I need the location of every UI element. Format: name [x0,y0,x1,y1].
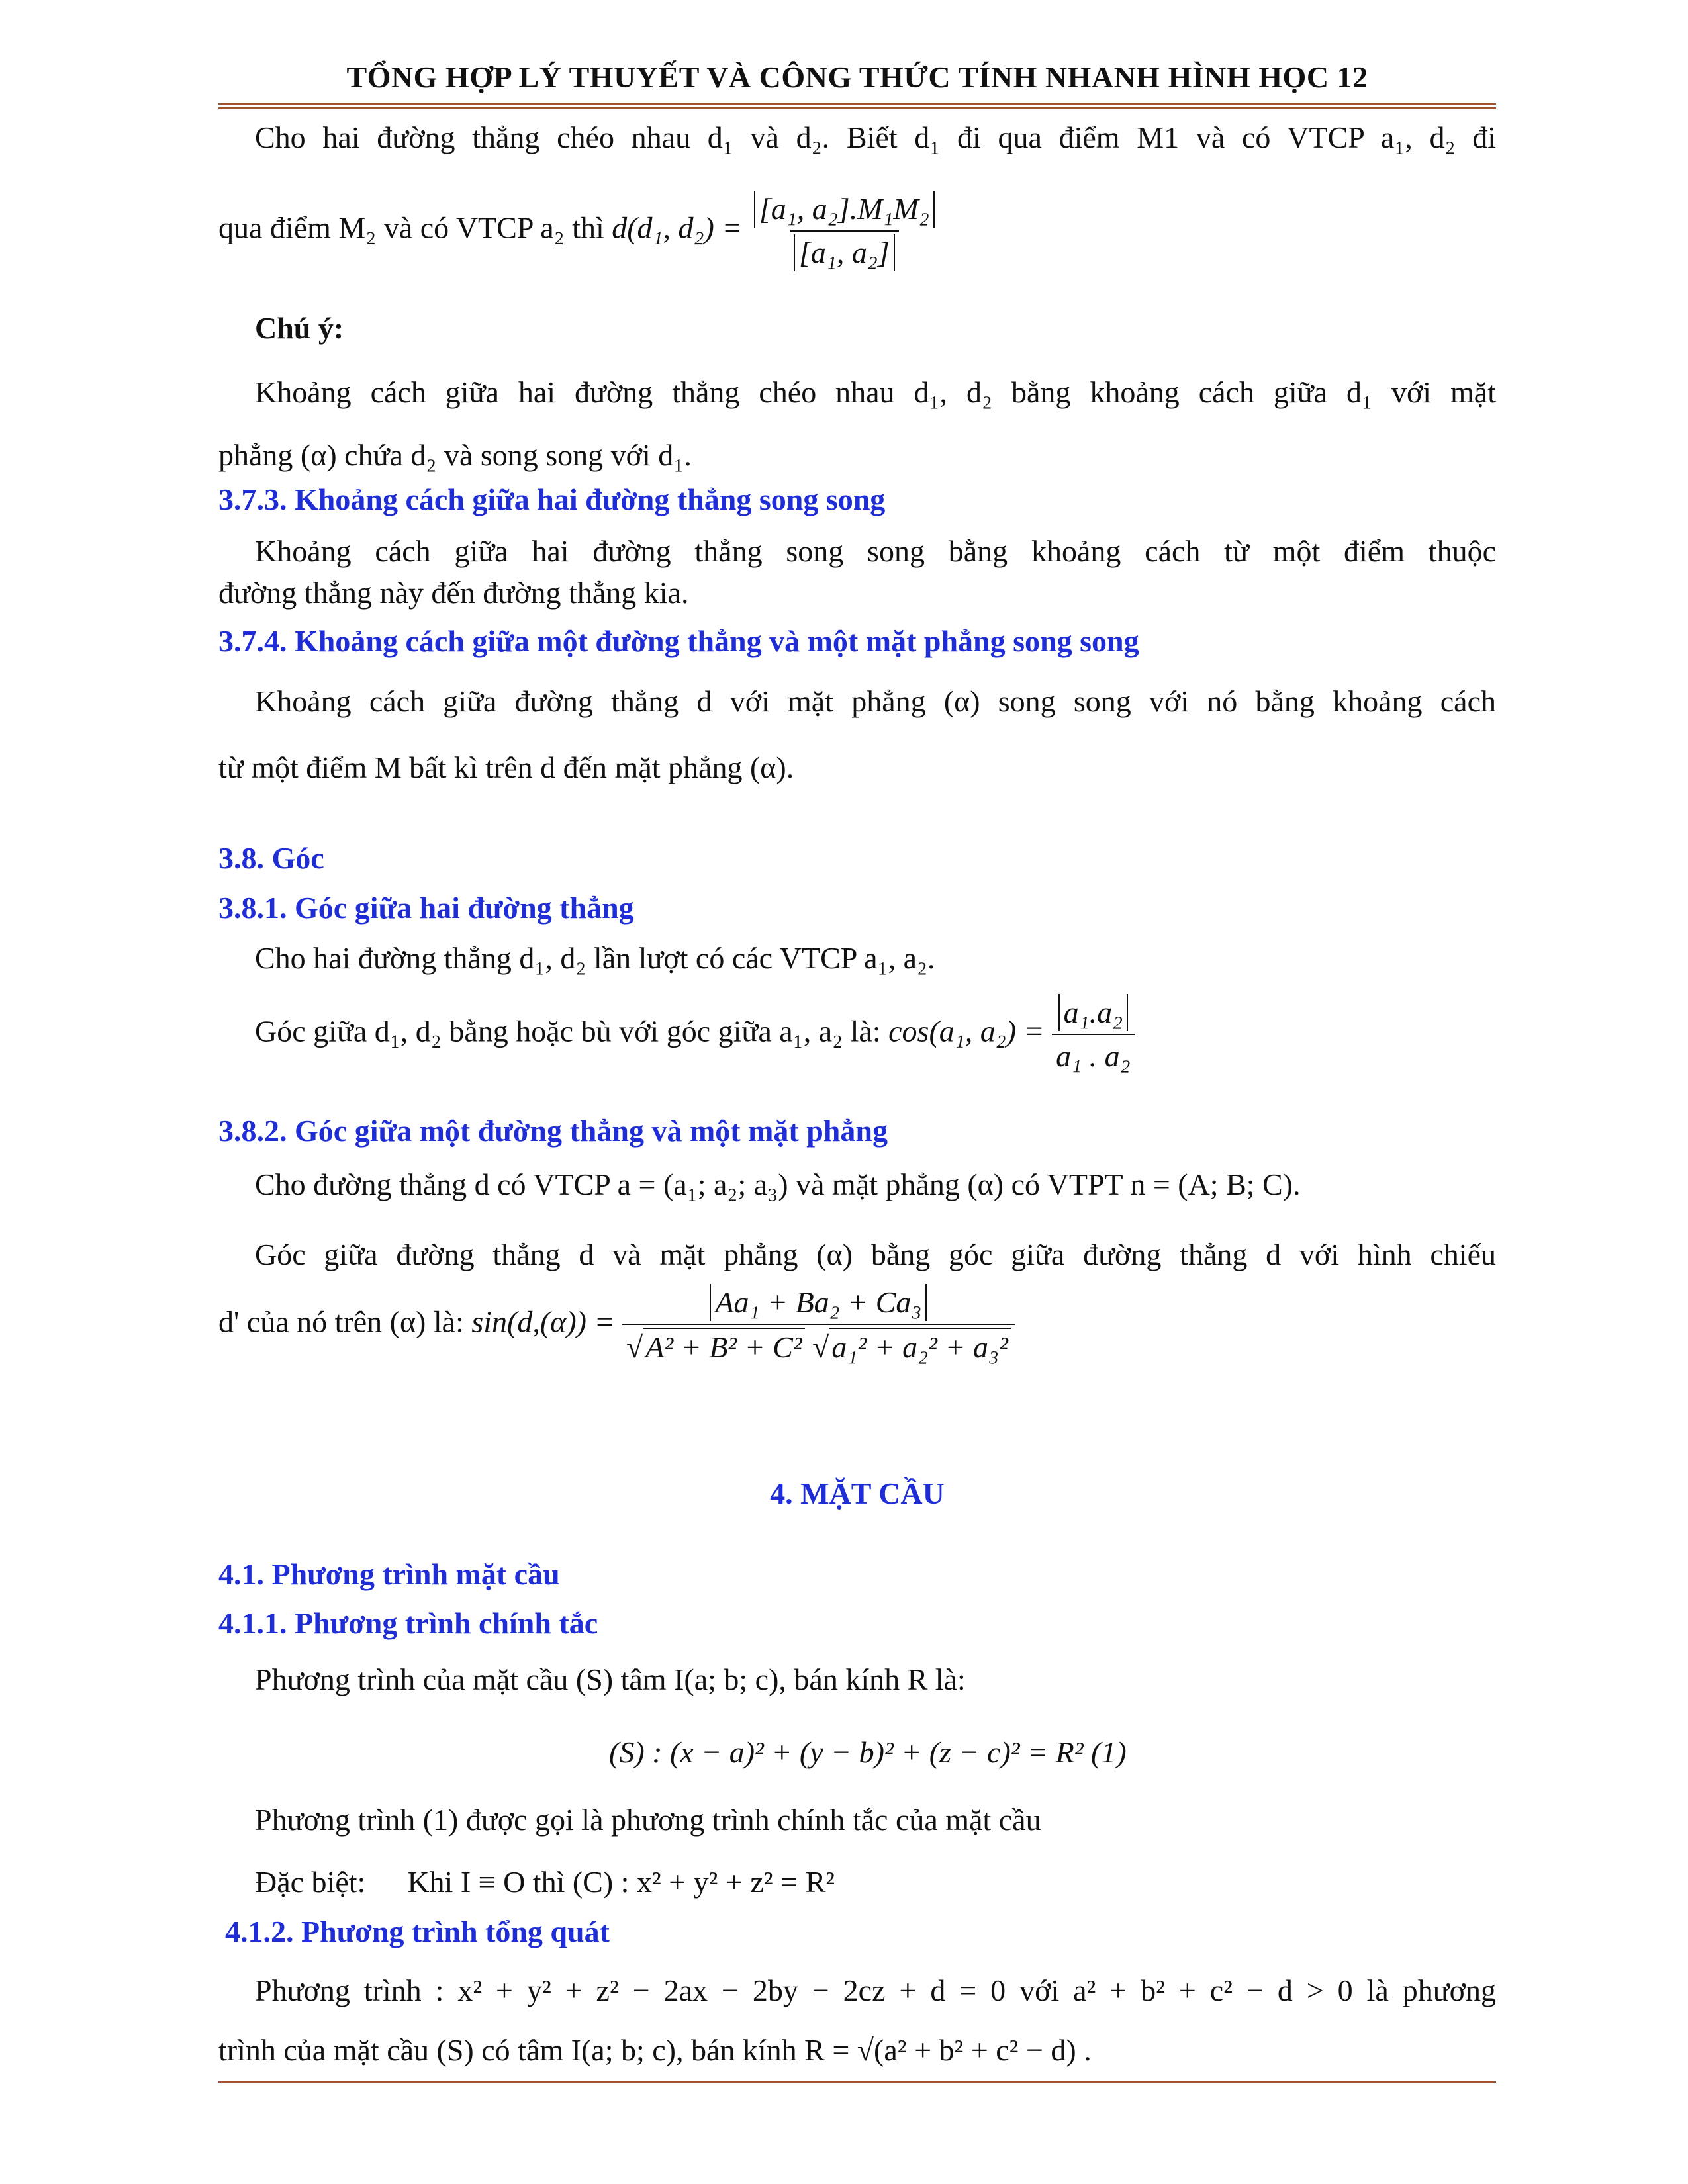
sin-formula-lhs: sin(d,(α)) = [471,1304,615,1339]
s374-line2: từ một điểm M bất kì trên d đến mặt phẳng (α). [218,751,794,784]
note-line2: phẳng (α) chứa d₂ và song song với d₁. [218,438,692,472]
s374-line1: Khoảng cách giữa đường thẳng d với mặt phẳng (α) song song với nó bằng khoảng cách [255,684,1496,718]
s382-formula-row [218,1284,1015,1366]
s411-line2: Phương trình (1) được gọi là phương trình chính tắc của mặt cầu [255,1803,1041,1837]
heading-4-1: 4.1. Phương trình mặt cầu [218,1557,560,1591]
sin-denominator-root2: a₁² + a₂² + a₃² [829,1328,1010,1366]
heading-3-8: 3.8. Góc [218,841,324,875]
footer-divider [218,2081,1496,2083]
s381-line2: Góc giữa d₁, d₂ bằng hoặc bù với góc giữa a₁, a₂ là: [255,1014,881,1048]
cos-denominator: a₁ . a₂ [1056,1039,1131,1073]
s373-line1: Khoảng cách giữa hai đường thẳng song song bằng khoảng cách từ một điểm thuộc [255,534,1496,568]
s412-line1: Phương trình : x² + y² + z² − 2ax − 2by − 2cz + d = 0 với a² + b² + c² − d > 0 là phương [255,1974,1496,2007]
skew-distance-fraction [750,191,939,271]
s382-line2: Góc giữa đường thẳng d và mặt phẳng (α) bằng góc giữa đường thẳng d với hình chiếu [255,1238,1496,1271]
skew-lines-line1: Cho hai đường thẳng chéo nhau d₁ và d₂. Biết d₁ đi qua điểm M1 và có VTCP a₁, d₂ đi [255,120,1496,154]
skew-distance-numerator: [a₁, a₂].M₁M₂ [754,191,935,228]
canonical-equation: (S) : (x − a)² + (y − b)² + (z − c)² = R² (1) [609,1735,1127,1769]
page-header-title: TỔNG HỢP LÝ THUYẾT VÀ CÔNG THỨC TÍNH NHANH HÌNH HỌC 12 [346,60,1368,94]
note-line1: Khoảng cách giữa hai đường thẳng chéo nhau d₁, d₂ bằng khoảng cách giữa d₁ với mặt [255,375,1496,409]
heading-3-8-2: 3.8.2. Góc giữa một đường thẳng và một mặt phẳng [218,1114,888,1148]
sin-numerator: Aa₁ + Ba₂ + Ca₃ [710,1284,927,1321]
heading-3-7-4: 3.7.4. Khoảng cách giữa một đường thẳng và một mặt phẳng song song [218,624,1139,658]
sin-fraction: $\frac{\text{Aa₁ + Ba₂ + Ca₃}}{\text{√A² + B² + C² √a₁² + a₂² + a₃²}}$ [622,1284,1015,1366]
cos-formula-lhs: cos(a₁, a₂) = [888,1014,1045,1048]
s381-formula-row [255,994,1135,1075]
s373-line2: đường thẳng này đến đường thẳng kia. [218,576,689,610]
heading-4-1-2: 4.1.2. Phương trình tổng quát [225,1915,610,1948]
skew-distance-denominator: [a₁, a₂] [794,234,895,271]
document-page [218,40,1496,2158]
heading-4-sphere: 4. MẶT CẦU [770,1477,945,1510]
heading-4-1-1: 4.1.1. Phương trình chính tắc [218,1606,598,1640]
cos-numerator: a₁.a₂ [1058,994,1128,1031]
special-case-row [255,1864,835,1901]
special-case-label: Đặc biệt: [255,1865,366,1899]
heading-3-7-3: 3.7.3. Khoảng cách giữa hai đường thẳng song song [218,482,886,516]
sin-denominator-root1: A² + B² + C² [643,1328,804,1366]
heading-3-8-1: 3.8.1. Góc giữa hai đường thẳng [218,891,634,925]
s382-line1: Cho đường thẳng d có VTCP a = (a₁; a₂; a₃) và mặt phẳng (α) có VTPT n = (A; B; C). [255,1167,1301,1201]
note-title: Chú ý: [255,311,344,345]
cos-fraction [1052,994,1134,1075]
s411-line1: Phương trình của mặt cầu (S) tâm I(a; b; c), bán kính R là: [255,1662,966,1696]
s412-line2: trình của mặt cầu (S) có tâm I(a; b; c), bán kính R = √(a² + b² + c² − d) . [218,2033,1092,2067]
s382-line3: d' của nó trên (α) là: [218,1304,464,1339]
skew-distance-lhs: d(d₁, d₂) = [612,210,743,245]
s381-line1: Cho hai đường thẳng d₁, d₂ lần lượt có các VTCP a₁, a₂. [255,941,935,975]
skew-lines-formula-row [218,191,939,271]
skew-lines-line2: qua điểm M₂ và có VTCP a₂ thì [218,210,604,245]
header-divider [218,103,1496,109]
special-case-text: Khi I ≡ O thì (C) : x² + y² + z² = R² [407,1865,835,1899]
